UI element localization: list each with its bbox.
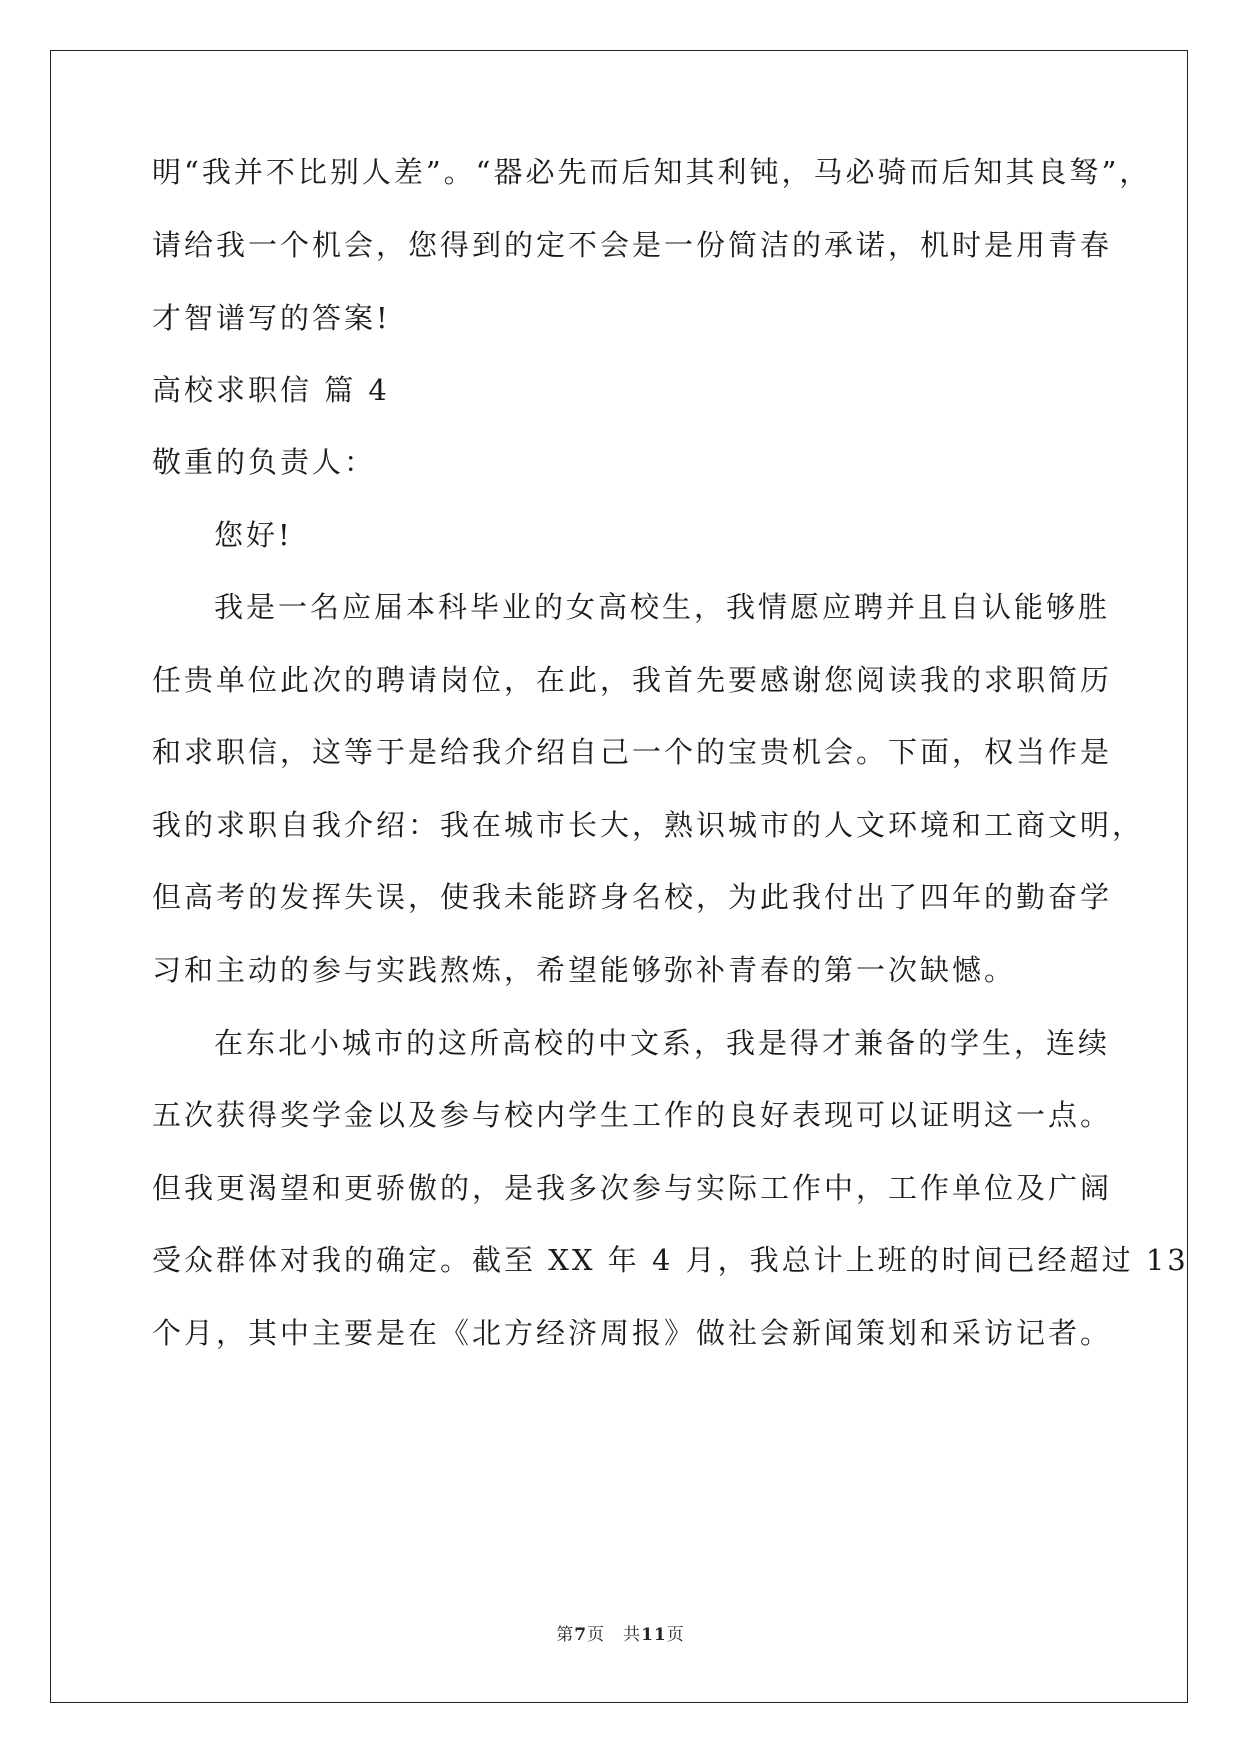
text-line: 我是一名应届本科毕业的女高校生，我情愿应聘并且自认能够胜	[214, 590, 1111, 624]
text-line: 但我更渴望和更骄傲的，是我多次参与实际工作中，工作单位及广阔	[152, 1171, 1113, 1205]
text-line: 明“我并不比别人差”。“器必先而后知其利钝，马必骑而后知其良驽”，	[152, 155, 1152, 189]
text-line: 在东北小城市的这所高校的中文系，我是得才兼备的学生，连续	[214, 1026, 1111, 1060]
page-prefix: 第	[556, 1625, 575, 1645]
salutation: 敬重的负责人：	[152, 445, 377, 479]
text-line: 任贵单位此次的聘请岗位，在此，我首先要感谢您阅读我的求职简历	[152, 663, 1113, 697]
text-line: 我的求职自我介绍：我在城市长大，熟识城市的人文环境和工商文明，	[152, 808, 1145, 842]
page-current: 7	[574, 1625, 588, 1645]
text-line: 受众群体对我的确定。截至 XX 年 4 月，我总计上班的时间已经超过 13	[152, 1243, 1189, 1277]
text-line: 请给我一个机会，您得到的定不会是一份简洁的承诺，机时是用青春	[152, 228, 1113, 262]
section-heading: 高校求职信 篇 4	[152, 373, 390, 407]
page-footer	[0, 1620, 1241, 1645]
text-line: 才智谱写的答案!	[152, 301, 391, 335]
text-line: 和求职信，这等于是给我介绍自己一个的宝贵机会。下面，权当作是	[152, 735, 1113, 769]
text-line: 五次获得奖学金以及参与校内学生工作的良好表现可以证明这一点。	[152, 1098, 1113, 1132]
page-total: 11	[641, 1625, 667, 1645]
page-suffix: 页	[666, 1625, 685, 1645]
greeting: 您好!	[214, 518, 293, 552]
text-line: 习和主动的参与实践熬炼，希望能够弥补青春的第一次缺憾。	[152, 953, 1017, 987]
text-line: 但高考的发挥失误，使我未能跻身名校，为此我付出了四年的勤奋学	[152, 880, 1113, 914]
page-mid: 页 共	[587, 1625, 642, 1645]
text-line: 个月，其中主要是在《北方经济周报》做社会新闻策划和采访记者。	[152, 1316, 1113, 1350]
